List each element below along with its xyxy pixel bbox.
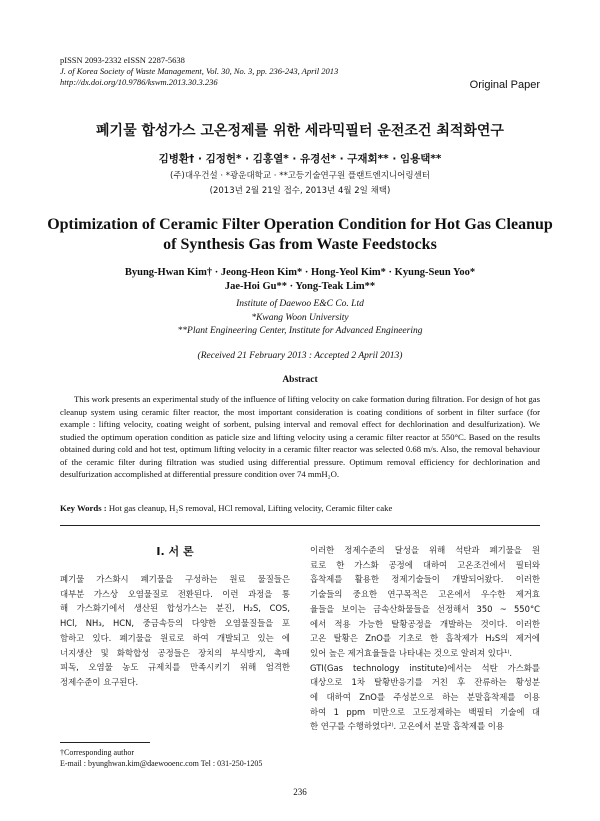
body-line: 함하고 있다. 폐기물을 원료로 하여 개발되고 있는 에 [60, 632, 290, 643]
article-type-badge: Original Paper [469, 79, 540, 91]
abstract-divider [60, 525, 540, 526]
body-line: 고온 탈황은 ZnO를 기초로 한 흡착제가 H₂S의 제거에 [310, 633, 540, 644]
footnote [60, 747, 300, 769]
abstract-text: This work presents an experimental study of the influence of lifting velocity on cake formation during filtration. For design of hot gas cleanup system using ceramic filter reactor, the most important consideration is coating conditions of sorbent in filter surface (for example : lifting velocity, coating weight of sorbent, pulsing interval and removal effect for dechlorination and desulfurization). We studied the optimum operation condition as paticle size and lifting velocity using a ceramic filter reactor at 550°C. Based on the results obtained during cold and hot test, optimum lifting velocity in a ceramic filter reactor was selected 0.68 m/s. Also, the removal behaviour of the ceramic filter during filtration was studied using differential pressure. Optimum removal efficiency for dechlorination and desulfurization accomplished at differential pressure condition over 74 mmH₂O. [60, 394, 540, 479]
footnote-contact: E-mail : byunghwan.kim@daewooenc.com Tel : 031-250-1205 [60, 759, 263, 768]
body-line: 대부분 가스상 오염물질로 전환된다. 이런 과정을 통 [60, 588, 290, 599]
body-line: 해 가스화기에서 생산된 합성가스는 분진, H₂S, COS, [60, 603, 290, 614]
korean-authors: 김병환† · 김정헌* · 김홍열* · 유경선* · 구재회** · 임용택** [158, 153, 442, 165]
body-line: 대상으로 1차 탈황반응기를 거친 후 잔류하는 황성분 [310, 677, 540, 688]
english-affiliations [0, 298, 600, 339]
body-line: 율들을 보이는 금속산화물들을 선정해서 350 ~ 550°C [310, 603, 540, 614]
body-line: 에 대하여 ZnO를 주성분으로 하는 분말흡착제를 이용 [310, 692, 540, 703]
english-title [40, 215, 560, 255]
body-line: 한 연구를 수행하였다²⁾. 고온에서 분말 흡착제를 이용 [310, 721, 504, 732]
body-line: 있어 높은 제거효율들을 나타내는 것으로 알려져 있다¹⁾. [310, 647, 513, 658]
korean-title: 폐기물 합성가스 고온정제를 위한 세라믹필터 운전조건 최적화연구 [96, 123, 504, 139]
body-line: 기술들의 중요한 연구목적은 고온에서 우수한 제거효 [310, 589, 540, 600]
english-title-line-1: Optimization of Ceramic Filter Operation Condition for Hot Gas Cleanup [47, 216, 553, 233]
doi-link[interactable]: http://dx.doi.org/10.9786/kswm.2013.30.3.236 [60, 77, 218, 87]
keywords [60, 503, 540, 513]
journal-header [60, 55, 338, 88]
body-line: 피독, 오염물 농도 규제치를 만족시키기 위해 엄격한 [60, 662, 290, 673]
body-line: 폐기물 가스화시 폐기물을 구성하는 원료 물질들은 [60, 574, 290, 584]
issn-line: pISSN 2093-2332 eISSN 2287-5638 [60, 55, 185, 65]
keywords-text: Hot gas cleanup, H₂S removal, HCl removal, Lifting velocity, Ceramic filter cake [108, 503, 393, 513]
english-authors-line-2: Jae-Hoi Gu** · Yong-Teak Lim** [224, 281, 376, 292]
english-authors-line-1: Byung-Hwan Kim† · Jeong-Heon Kim* · Hong-Yeol Kim* · Kyung-Seun Yoo* [124, 267, 476, 278]
body-line: 하여 1 ppm 미만으로 고도정제하는 백필터 기술에 대 [310, 706, 540, 717]
korean-affiliation: (주)대우건설 · *광운대학교 · **고등기술연구원 플랜트엔지니어링센터 [170, 171, 430, 181]
footnote-divider [60, 742, 150, 743]
body-column-right [310, 543, 540, 734]
affiliation-2: *Kwang Woon University [251, 312, 349, 323]
journal-citation: J. of Korea Society of Waste Management, Vol. 30, No. 3, pp. 236-243, April 2013 [60, 66, 339, 76]
footnote-label: †Corresponding author [60, 748, 134, 757]
section-heading-introduction: I. 서 론 [156, 545, 194, 558]
english-authors [40, 266, 560, 294]
english-dates: (Received 21 February 2013 : Accepted 2 April 2013) [197, 351, 403, 361]
body-line: 너지생산 및 화학합성 공정들은 장치의 부식방지, 촉매 [60, 647, 290, 658]
body-line: HCl, NH₃, HCN, 중금속등의 다양한 오염물질들을 포 [60, 618, 290, 629]
body-column-left [60, 572, 290, 690]
affiliation-3: **Plant Engineering Center, Institute for Advanced Engineering [177, 326, 423, 336]
body-line: 료로 한 가스화 공정에 대하여 고온조건에서 필터와 [310, 559, 540, 570]
body-line: 정제수준이 요구된다. [60, 676, 139, 687]
body-line: 흡착제를 활용한 정제기술들이 개발되어왔다. 이러한 [310, 574, 540, 585]
body-line: 이러한 정제수준의 달성을 위해 석탄과 폐기물을 원 [310, 545, 540, 555]
affiliation-1: Institute of Daewoo E&C Co. Ltd [236, 299, 364, 309]
english-title-line-2: of Synthesis Gas from Waste Feedstocks [163, 236, 437, 253]
keywords-label: Key Words : [60, 503, 107, 513]
body-line: GTI(Gas technology institute)에서는 석탄 가스화를 [310, 662, 540, 673]
abstract-heading: Abstract [282, 375, 318, 385]
body-line: 에서 적용 가능한 탈황공정을 개발하는 것이다. 이러한 [310, 618, 540, 629]
korean-dates: (2013년 2월 21일 접수, 2013년 4월 2일 채택) [209, 186, 391, 196]
page-number: 236 [293, 787, 307, 797]
